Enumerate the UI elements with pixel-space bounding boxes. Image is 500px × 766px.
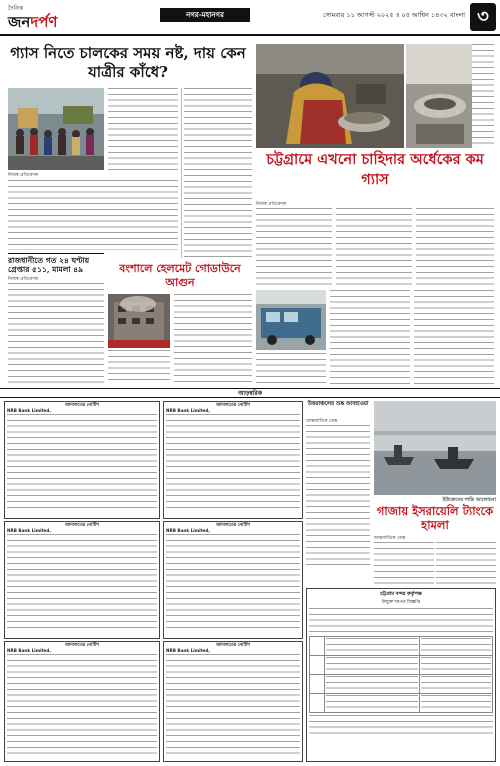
legal-notice-4 [163, 401, 303, 519]
table-cell [310, 656, 325, 675]
dateline: সোমবার ১১ আগস্ট ২০২৫ ॥ ০৫ আশ্বিন ১৪৩২ বাংলা [322, 11, 465, 19]
table-cell [324, 694, 419, 713]
body-gas-driver-col1 [108, 88, 178, 170]
caption-gaza: আন্তর্জাতিক ডেস্ক [374, 536, 406, 541]
photo-gas-burner [406, 44, 472, 148]
table-cell [324, 675, 419, 694]
notice-title: আদালতের নোটিশ [216, 643, 250, 648]
body-cng-col2 [330, 290, 410, 385]
advertisement-section-bar: আড়ম্বরিক [0, 388, 500, 398]
body-gas-driver-col2 [184, 88, 252, 260]
headline-gas-driver: গ্যাস নিতে চালকের সময় নষ্ট, দায় কেন যাত্রীর কাঁধে? [10, 44, 246, 81]
table-cell [310, 694, 325, 713]
photo-gas-station-queue [8, 88, 104, 170]
logo-name-right: দর্পণ [30, 13, 58, 31]
notice-title: আদালতের নোটিশ [65, 403, 99, 408]
page-number: ৩ [470, 3, 496, 31]
newspaper-logo [8, 3, 78, 33]
table-cell [419, 675, 492, 694]
text-col-narrow [472, 44, 494, 148]
divider [8, 253, 104, 254]
legal-notice-2 [4, 521, 160, 639]
caption-arrests: নিজস্ব প্রতিবেদক [8, 277, 39, 282]
notice-bank: NRB Bank Limited, [7, 527, 51, 533]
tender-table [309, 636, 493, 713]
kicker-dhaka: উত্তরাঞ্চলের শুষ্ক আবহাওয়া [307, 401, 369, 407]
logo-name-left: জন [8, 13, 31, 31]
table-cell [324, 656, 419, 675]
photo-woman-cooking [256, 44, 404, 148]
caption-gas-driver: নিজস্ব প্রতিবেদক [8, 173, 39, 178]
tender-notice [306, 588, 496, 762]
table-cell [419, 637, 492, 656]
body-fire-col1 [108, 350, 170, 385]
notice-bank: NRB Bank Limited, [7, 407, 51, 413]
headline-ctg: চট্টগ্রামে এখনো চাহিদার অর্ধেকের কম গ্যাস [266, 151, 484, 188]
table-cell [310, 675, 325, 694]
table-cell [419, 656, 492, 675]
body-ctg-col2 [336, 208, 412, 288]
body-cng-col1 [256, 353, 326, 385]
body-fire-col2 [174, 294, 252, 385]
notice-title: আদালতের নোটিশ [216, 523, 250, 528]
tender-subtitle: উন্মুক্ত দরপত্র বিজ্ঞপ্তি [381, 600, 421, 605]
legal-notice-1 [4, 401, 160, 519]
photo-cng-station [256, 290, 326, 350]
table-cell [324, 637, 419, 656]
headline-ctg-box [256, 150, 494, 198]
legal-notice-3 [4, 641, 160, 762]
notice-title: আদালতের নোটিশ [65, 643, 99, 648]
headline-fire: বংশালে হেলমেট গোডাউনে আগুন [119, 262, 241, 289]
logo-name [8, 14, 78, 30]
notice-title: আদালতের নোটিশ [65, 523, 99, 528]
headline-gaza: গাজায় ইসরায়েলি ট্যাংকে হামলা [376, 504, 494, 532]
section-label: নগর-মহানগর [160, 8, 250, 22]
table-cell [310, 637, 325, 656]
notice-bank: NRB Bank Limited, [166, 407, 210, 413]
caption-ctg: নিজস্ব প্রতিবেদক [256, 202, 287, 207]
notice-title: আদালতের নোটিশ [216, 403, 250, 408]
body-gas-driver-col3 [8, 180, 178, 250]
body-dhaka [306, 425, 370, 565]
logo-tagline: দৈনিক [8, 5, 24, 12]
body-ctg-col3 [416, 208, 494, 288]
photo-fire-building [108, 294, 170, 348]
notice-bank: NRB Bank Limited, [166, 527, 210, 533]
body-arrests [8, 283, 104, 385]
legal-notice-5 [163, 521, 303, 639]
table-cell [419, 694, 492, 713]
notice-bank: NRB Bank Limited, [7, 647, 51, 653]
body-gaza-col2 [436, 542, 496, 584]
kicker-gaza: ইউক্রেনের শান্তি আলোচনা [442, 497, 496, 503]
photo-ships-harbour [374, 401, 496, 495]
headline-arrests: রাজধানীতে গত ২৪ ঘণ্টায় গ্রেপ্তার ৫১১, মামলা ৪৯ [8, 256, 90, 274]
notice-bank: NRB Bank Limited, [166, 647, 210, 653]
legal-notice-6 [163, 641, 303, 762]
body-ctg-col1 [256, 208, 332, 288]
body-gaza-col1 [374, 542, 434, 584]
body-cng-col3 [414, 290, 494, 385]
tender-title: চট্টগ্রাম বন্দর কর্তৃপক্ষ [380, 591, 422, 597]
column-rule [181, 88, 182, 258]
caption-dhaka: আন্তর্জাতিক ডেস্ক [306, 419, 338, 424]
